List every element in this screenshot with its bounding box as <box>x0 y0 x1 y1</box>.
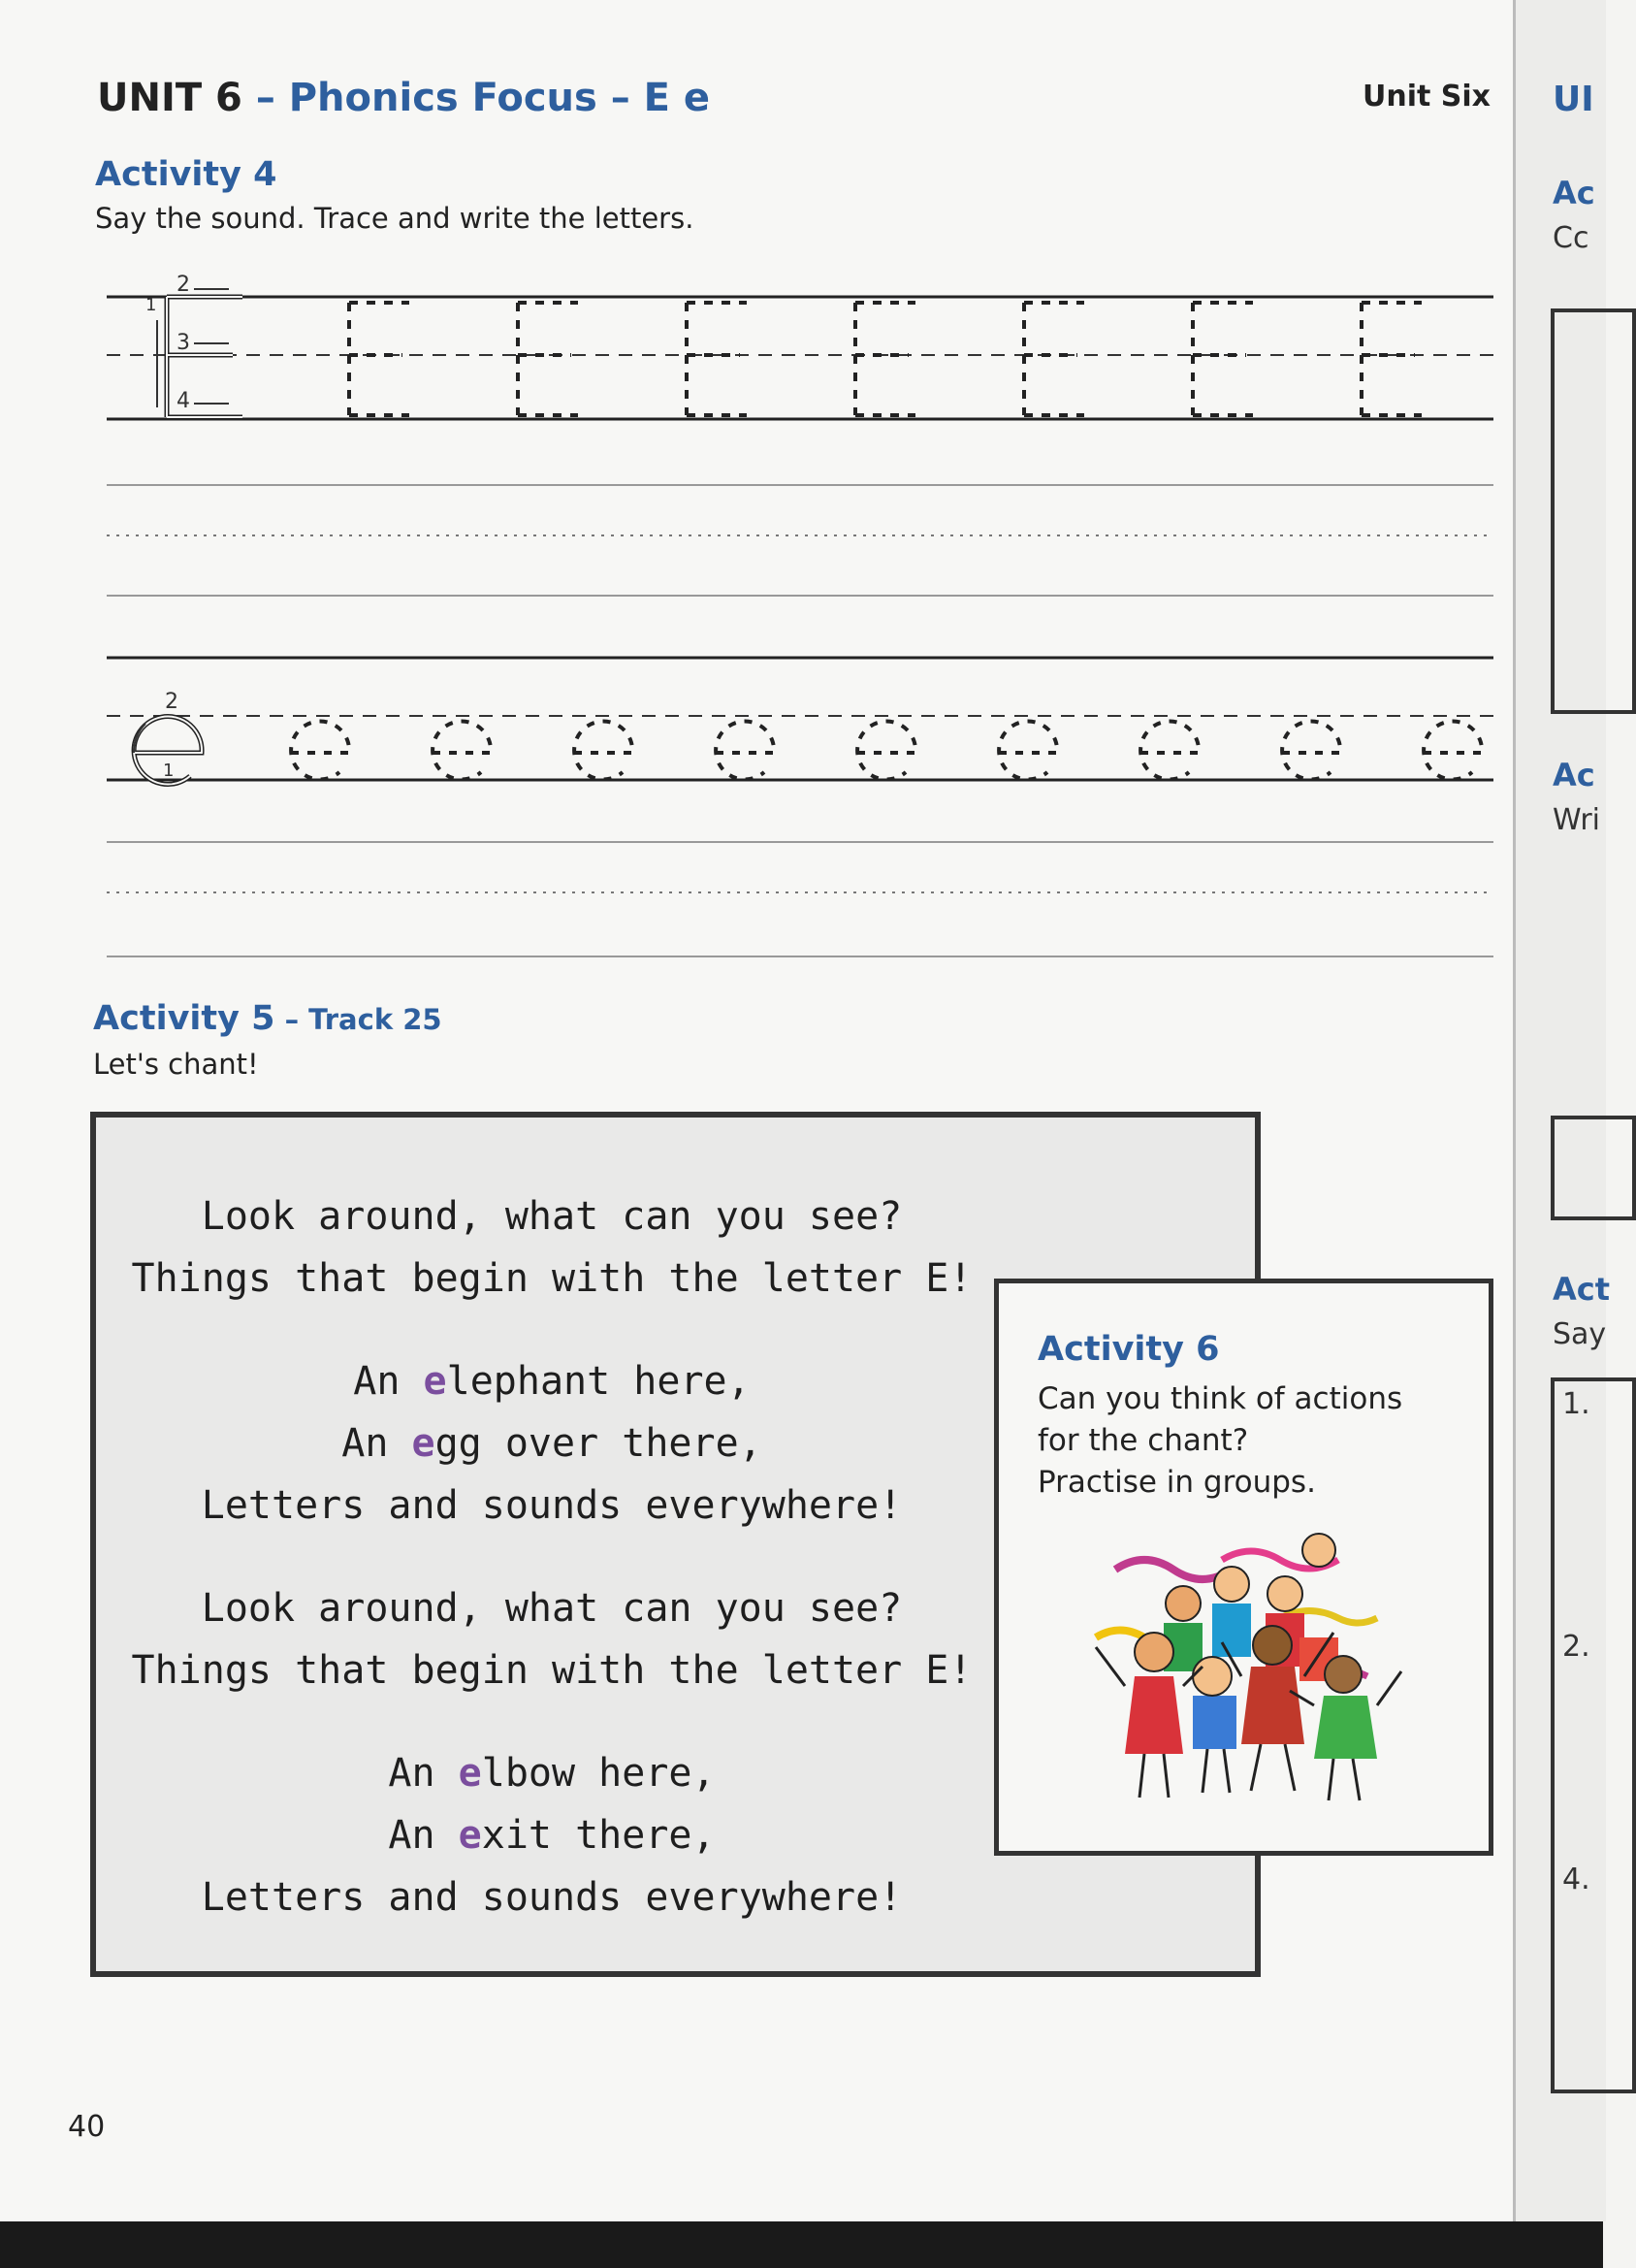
adjacent-instruction-fragment: Wri <box>1553 803 1600 837</box>
track-label: – Track 25 <box>274 1003 442 1036</box>
activity4-title: Activity 4 <box>95 155 277 194</box>
tracing-area <box>107 262 1503 980</box>
activity4-instruction: Say the sound. Trace and write the letters. <box>95 202 694 235</box>
activity6-line: for the chant? <box>1038 1423 1249 1458</box>
svg-text:4: 4 <box>176 389 190 413</box>
chant-stanza <box>96 1350 1008 1537</box>
unit-label: UNIT 6 <box>97 76 242 120</box>
svg-text:3: 3 <box>176 331 190 355</box>
chant-text <box>96 1185 1008 1969</box>
phonics-focus-label: – Phonics Focus – E e <box>241 76 711 120</box>
activity6-box <box>994 1279 1493 1856</box>
chant-line: Look around, what can you see? <box>201 1194 903 1239</box>
activity5-label: Activity 5 <box>93 999 275 1038</box>
page-number: 40 <box>68 2110 106 2144</box>
chant-line: Look around, what can you see? <box>201 1586 903 1631</box>
chant-stanza <box>96 1577 1008 1701</box>
adjacent-number: 1. <box>1562 1387 1590 1421</box>
adjacent-frame <box>1551 1377 1636 2093</box>
traceable-lowercase-e-row[interactable] <box>291 722 1482 780</box>
lowercase-guide-lines <box>107 658 1493 780</box>
activity6-instruction <box>1038 1378 1402 1504</box>
svg-text:2: 2 <box>176 273 190 297</box>
highlighted-letter: e <box>458 1751 482 1796</box>
activity5-title <box>93 999 442 1038</box>
chant-line: Things that begin with the letter E! <box>131 1648 973 1693</box>
chant-line: Letters and sounds everywhere! <box>201 1875 903 1920</box>
chant-line: An egg over there, <box>341 1421 762 1466</box>
adjacent-activity-fragment: Ac <box>1553 175 1595 211</box>
scan-bottom-edge <box>0 2221 1603 2268</box>
svg-text:1: 1 <box>145 295 157 315</box>
model-uppercase-e <box>145 273 242 417</box>
adjacent-activity-fragment: Ac <box>1553 757 1595 794</box>
activity6-line: Practise in groups. <box>1038 1465 1316 1500</box>
chant-line: Things that begin with the letter E! <box>131 1256 973 1301</box>
adjacent-frame <box>1551 1116 1636 1220</box>
adjacent-number: 4. <box>1562 1863 1590 1896</box>
uppercase-writing-lines[interactable] <box>107 485 1493 596</box>
model-lowercase-e <box>134 690 202 785</box>
activity6-title: Activity 6 <box>1038 1330 1220 1369</box>
traceable-uppercase-e-row[interactable] <box>349 303 1422 415</box>
adjacent-frame <box>1551 308 1636 714</box>
chant-line: An exit there, <box>388 1813 716 1858</box>
adjacent-page-edge <box>1513 0 1611 2221</box>
adjacent-number: 2. <box>1562 1630 1590 1664</box>
activity5-instruction: Let's chant! <box>93 1048 259 1081</box>
lowercase-writing-lines[interactable] <box>107 842 1493 956</box>
adjacent-instruction-fragment: Say <box>1553 1317 1607 1351</box>
chant-line: An elephant here, <box>353 1359 751 1404</box>
highlighted-letter: e <box>458 1813 482 1858</box>
activity6-line: Can you think of actions <box>1038 1381 1403 1416</box>
page-title <box>97 76 710 120</box>
chant-line: An elbow here, <box>388 1751 716 1796</box>
unit-running-head: Unit Six <box>1363 80 1492 113</box>
adjacent-activity-fragment: Act <box>1553 1271 1611 1308</box>
uppercase-guide-lines <box>107 297 1493 419</box>
svg-text:2: 2 <box>165 690 178 714</box>
highlighted-letter: e <box>411 1421 435 1466</box>
highlighted-letter: e <box>423 1359 447 1404</box>
children-group-illustration <box>1057 1531 1435 1822</box>
chant-line: Letters and sounds everywhere! <box>201 1483 903 1528</box>
chant-stanza <box>96 1742 1008 1928</box>
adjacent-instruction-fragment: Cc <box>1553 221 1589 255</box>
svg-text:1: 1 <box>163 761 175 781</box>
chant-stanza <box>96 1185 1008 1310</box>
adjacent-unit-fragment: UI <box>1553 80 1594 119</box>
